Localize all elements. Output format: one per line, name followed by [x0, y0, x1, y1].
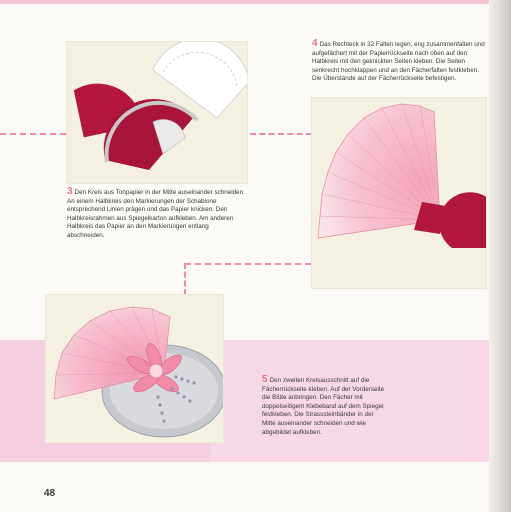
step4-text: Das Rechteck in 32 Falten legen, eng zusammenfalten und aufgefächert mit der Papierrückseite nach oben auf den Halbkreis mit den geknickten Seiten kleben. Die Seiten senkrecht hochklappen und an den Fächerfalten festkleben. Die Überstände auf der Fächerrückseite befestigen.: [312, 41, 485, 83]
step5-caption: [262, 376, 386, 437]
connector-line-top-left: [0, 133, 66, 135]
connector-line-top-right: [250, 133, 312, 135]
step4-caption: [312, 40, 486, 84]
step5-text: Den zweiten Kreisausschnitt auf die Fächerrückseite kleben. Auf der Vorderseite die Blüte anbringen. Den Fächer mit doppelseitigem Klebeband auf dem Spiegel festkleben. Die Strasssteinbänder in der Mitte auseinander schneiden und wie abgebildet aufkleben.: [262, 377, 385, 436]
connector-line-middle: [185, 263, 311, 265]
step5-number: 5: [262, 374, 268, 385]
step3-caption: [67, 188, 247, 241]
step3-photo: [67, 42, 247, 183]
step4-number: 4: [312, 38, 318, 49]
connector-line-vertical: [184, 263, 186, 295]
book-spine: [489, 0, 511, 512]
page-number: 48: [44, 488, 56, 499]
step4-photo: [312, 98, 486, 288]
step5-photo: [46, 295, 223, 442]
step3-text: Den Kreis aus Tonpapier in der Mitte auseinander schneiden. An einem Halbkreis den Markierungen der Schablone entsprechend Linien prägen und das Papier knicken. Den Halbkreisrahmen aus Spiegelkarton aufkleben. Am anderen Halbkreis das Papier an den Markierungen entlang abschneiden.: [67, 189, 245, 239]
top-decor-bar: [0, 0, 489, 4]
step3-number: 3: [67, 186, 73, 197]
